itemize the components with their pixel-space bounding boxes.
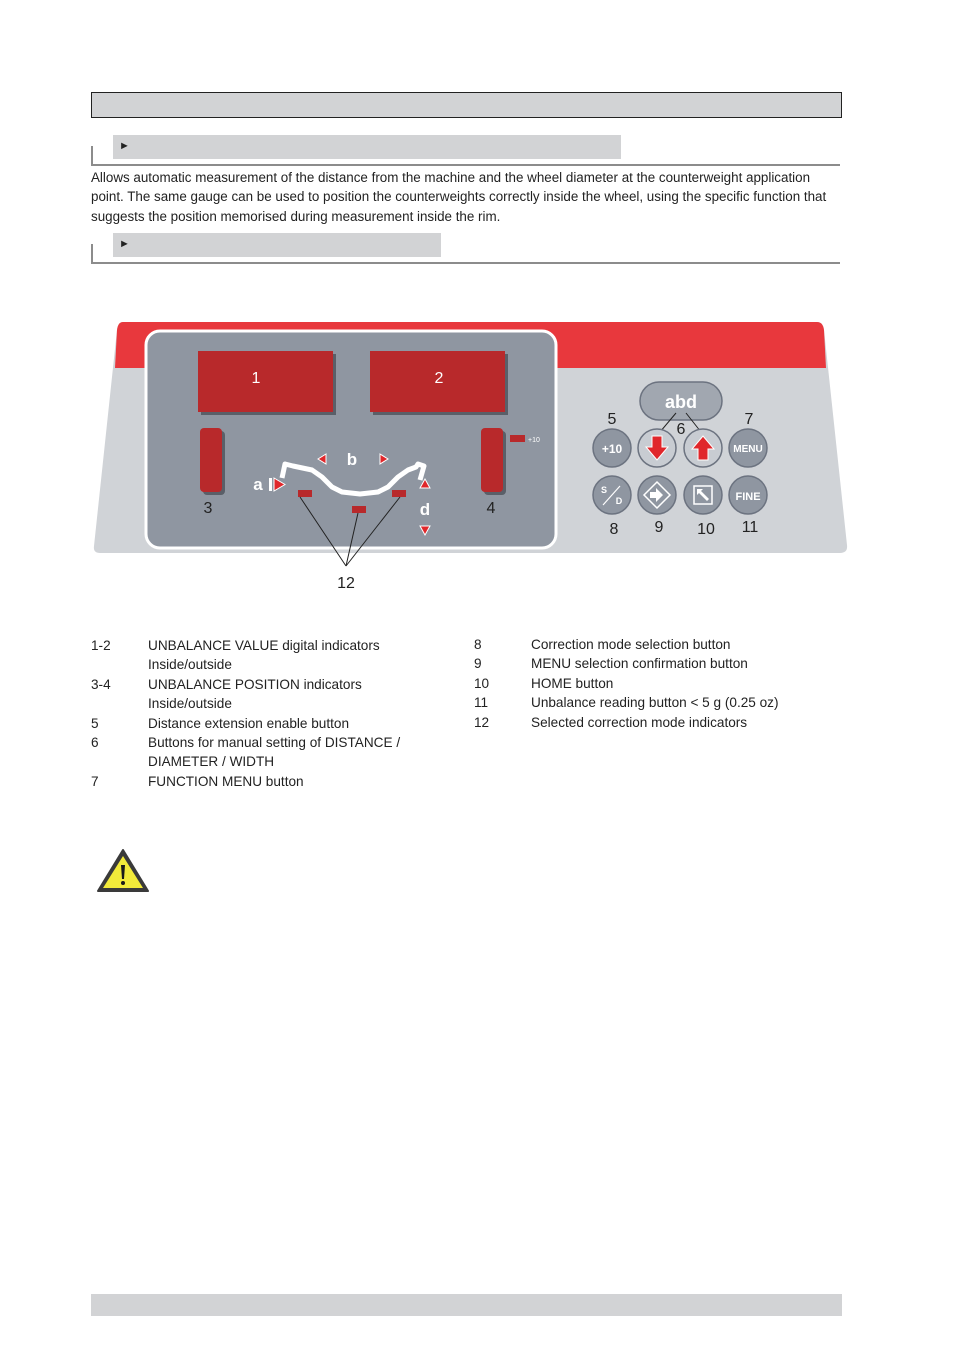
legend-row xyxy=(91,675,461,694)
callout-3: 3 xyxy=(203,500,213,517)
warning-triangle-icon xyxy=(96,848,150,894)
display-1 xyxy=(198,351,333,412)
section-arrow-icon: ► xyxy=(119,140,130,152)
legend-number xyxy=(91,655,148,674)
plus10-led-label: +10 xyxy=(528,437,540,444)
sd-button-s: S xyxy=(600,485,608,495)
legend-text: HOME button xyxy=(531,675,614,691)
legend-text: UNBALANCE VALUE digital indicators xyxy=(148,638,380,653)
legend-right xyxy=(474,635,844,732)
correction-led-right xyxy=(392,490,406,497)
position-indicator-3 xyxy=(200,428,222,492)
legend-row xyxy=(91,714,461,733)
callout-10: 10 xyxy=(697,521,715,538)
legend-row xyxy=(91,733,461,752)
legend-text: DIAMETER / WIDTH xyxy=(148,754,275,770)
legend-number: 3-4 xyxy=(91,676,111,692)
footer-bar xyxy=(91,1294,842,1316)
legend-text: Selected correction mode indicators xyxy=(531,714,748,730)
callout-6: 6 xyxy=(676,421,686,438)
callout-12: 12 xyxy=(337,575,355,592)
a-bar xyxy=(269,478,272,491)
label-a: a xyxy=(253,475,263,494)
correction-led-center xyxy=(352,506,366,513)
legend-left xyxy=(91,636,461,791)
plus10-button-label: +10 xyxy=(601,442,623,456)
callout-9: 9 xyxy=(654,519,664,536)
legend-text: Inside/outside xyxy=(148,696,232,712)
legend-row xyxy=(91,655,461,674)
legend-text: MENU selection confirmation button xyxy=(531,656,748,672)
legend-number: 12 xyxy=(474,714,490,730)
legend-number: 11 xyxy=(474,695,489,711)
fine-button-label: FINE xyxy=(735,491,761,503)
legend-number: 8 xyxy=(474,637,482,652)
legend-number xyxy=(91,694,148,713)
legend-number: 5 xyxy=(91,715,99,731)
legend-number: 1-2 xyxy=(91,638,111,653)
legend-row xyxy=(474,713,844,732)
legend-row xyxy=(474,635,844,654)
sd-button-d: D xyxy=(615,496,623,506)
legend-number: 9 xyxy=(474,656,482,672)
legend-row xyxy=(91,636,461,655)
callout-8: 8 xyxy=(609,521,619,538)
display-1-label: 1 xyxy=(251,370,261,387)
legend-text: Inside/outside xyxy=(148,657,232,673)
legend-number: 6 xyxy=(91,735,99,751)
legend-text: UNBALANCE POSITION indicators xyxy=(148,676,362,692)
callout-5: 5 xyxy=(607,411,617,428)
legend-row xyxy=(91,694,461,713)
legend-row xyxy=(91,752,461,771)
abd-button-label: abd xyxy=(664,392,698,412)
position-indicator-4 xyxy=(481,428,503,492)
callout-4: 4 xyxy=(486,500,496,517)
legend-row xyxy=(91,772,461,791)
plus10-led xyxy=(510,435,525,442)
legend-text: FUNCTION MENU button xyxy=(148,773,304,789)
label-d: d xyxy=(419,500,431,519)
legend-number xyxy=(91,752,148,771)
legend-text: Buttons for manual setting of DISTANCE / xyxy=(148,735,401,751)
legend-row xyxy=(474,654,844,673)
legend-number: 7 xyxy=(91,773,99,789)
intro-paragraph: Allows automatic measurement of the distance from the machine and the wheel diameter at the counterweight application point. The same gauge can be used to position the counterweights correctly inside the wheel, using the specific function that suggests the position memorised during measurement inside the rim. xyxy=(91,170,827,224)
display-2-label: 2 xyxy=(434,370,444,387)
label-b: b xyxy=(346,450,358,469)
correction-led-left xyxy=(298,490,312,497)
legend-row xyxy=(474,693,844,712)
legend-row xyxy=(474,674,844,693)
legend-text: Distance extension enable button xyxy=(148,715,350,731)
legend-number: 10 xyxy=(474,675,490,691)
legend-text: Correction mode selection button xyxy=(531,637,731,652)
callout-7: 7 xyxy=(744,411,754,428)
menu-button-label: MENU xyxy=(733,444,763,455)
section-arrow-icon: ► xyxy=(119,238,130,250)
control-panel-diagram xyxy=(0,0,954,620)
legend-text: Unbalance reading button < 5 g (0.25 oz) xyxy=(531,695,779,711)
callout-11: 11 xyxy=(741,519,759,536)
